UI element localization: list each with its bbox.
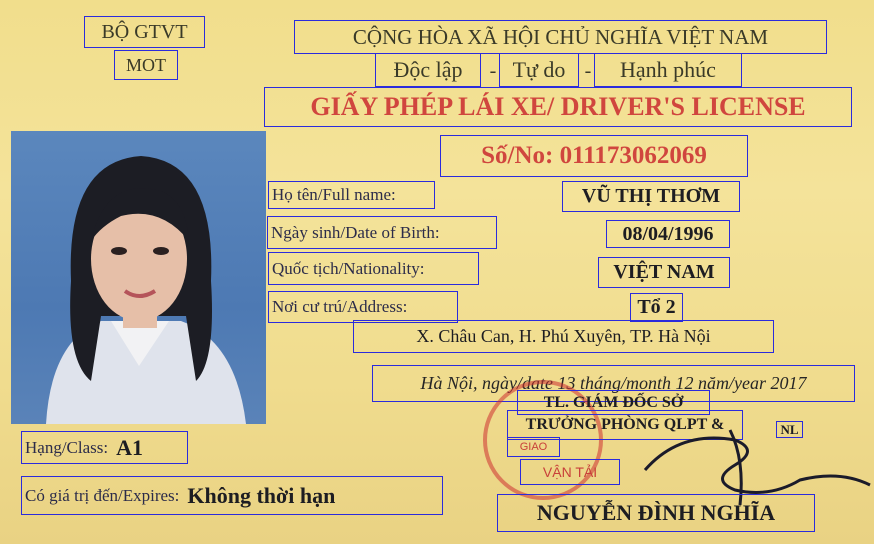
authority-line-1: TL. GIÁM ĐỐC SỞ <box>517 390 710 415</box>
signer-name: NGUYỄN ĐÌNH NGHĨA <box>497 494 815 532</box>
dob-value: 08/04/1996 <box>606 220 730 248</box>
full-name-value: VŨ THỊ THƠM <box>562 181 740 212</box>
document-title: GIẤY PHÉP LÁI XE/ DRIVER'S LICENSE <box>264 87 852 127</box>
license-number: Số/No: 011173062069 <box>440 135 748 177</box>
motto-freedom: Tự do <box>499 53 579 87</box>
address-line-2: X. Châu Can, H. Phú Xuyên, TP. Hà Nội <box>353 320 774 353</box>
class-label-text: Hạng/Class: <box>25 437 109 457</box>
expires-value: Không thời hạn <box>187 482 336 508</box>
expires-label-text: Có giá trị đến/Expires: <box>25 485 180 505</box>
authority-line-2-suffix: NL <box>776 421 803 438</box>
address-label: Nơi cư trú/Address: <box>268 291 458 323</box>
stamp-text-2: VẬN TẢI <box>520 459 620 485</box>
issue-place-date: Hà Nội, ngày/date 13 tháng/month 12 năm/year 2017 <box>372 365 855 402</box>
ministry-vi: BỘ GTVT <box>84 16 205 48</box>
ministry-en: MOT <box>114 50 178 80</box>
class-label <box>21 431 188 464</box>
dob-label: Ngày sinh/Date of Birth: <box>267 216 497 249</box>
authority-line-2: TRƯỞNG PHÒNG QLPT & <box>507 410 743 440</box>
motto-happiness: Hạnh phúc <box>594 53 742 87</box>
motto-separator: - <box>584 59 592 82</box>
full-name-label: Họ tên/Full name: <box>268 181 435 209</box>
class-value: A1 <box>116 434 143 460</box>
portrait-illustration <box>11 131 266 424</box>
nationality-label: Quốc tịch/Nationality: <box>268 252 479 285</box>
stamp-text-1: GIAO <box>507 437 560 457</box>
expires-label <box>21 476 443 515</box>
motto-separator: - <box>489 59 497 82</box>
holder-photo <box>11 131 266 424</box>
address-line-1: Tổ 2 <box>630 293 683 322</box>
country-name: CỘNG HÒA XÃ HỘI CHỦ NGHĨA VIỆT NAM <box>294 20 827 54</box>
nationality-value: VIỆT NAM <box>598 257 730 288</box>
motto-independence: Độc lập <box>375 53 481 87</box>
